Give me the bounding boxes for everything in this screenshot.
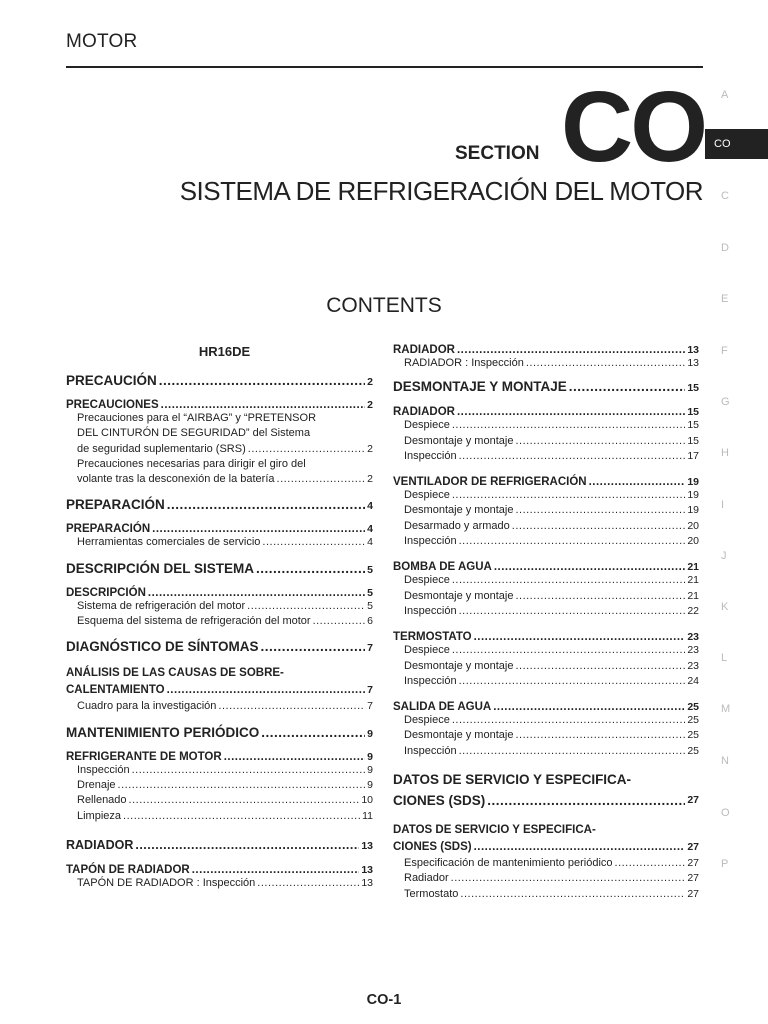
toc-entry[interactable]: DESCRIPCIÓN ..... 5 — [66, 587, 373, 599]
toc-entry[interactable]: Especificación de mantenimiento periódico ..... 27 — [393, 856, 699, 871]
toc-entry[interactable]: RADIADOR ..... 13 — [393, 344, 699, 356]
toc-entry[interactable]: Inspección ..... 22 — [393, 604, 699, 619]
toc-entry[interactable]: Despiece ..... 25 — [393, 713, 699, 728]
toc-entry[interactable]: Desmontaje y montaje ..... 19 — [393, 503, 699, 518]
toc-entry[interactable]: Sistema de refrigeración del motor ..... 5 — [66, 599, 373, 614]
toc-entry[interactable]: Despiece ..... 21 — [393, 573, 699, 588]
toc-entry[interactable]: Desmontaje y montaje ..... 21 — [393, 589, 699, 604]
toc-entry[interactable]: Despiece ..... 15 — [393, 418, 699, 433]
toc-entry[interactable]: Inspección ..... 24 — [393, 674, 699, 689]
toc-entry[interactable]: DATOS DE SERVICIO Y ESPECIFICA- CIONES (SDS) ..... 27 — [393, 769, 699, 811]
section-code: CO — [561, 71, 705, 183]
tab-h[interactable]: H — [721, 447, 729, 459]
tab-n[interactable]: N — [721, 755, 729, 767]
toc-entry[interactable]: Inspección ..... 20 — [393, 534, 699, 549]
toc-entry[interactable]: Cuadro para la investigación ..... 7 — [66, 699, 373, 714]
toc-entry[interactable]: Despiece ..... 23 — [393, 643, 699, 658]
toc-entry[interactable]: Precauciones para el “AIRBAG” y “PRETENSOR DEL CINTURÓN DE SEGURIDAD” del Sistema de seguridad suplementario (SRS) ..... 2 — [66, 411, 373, 457]
toc-left-column — [66, 344, 373, 891]
toc-entry[interactable]: TAPÓN DE RADIADOR : Inspección ..... 13 — [66, 876, 373, 891]
toc-right-column — [393, 344, 699, 902]
toc-entry[interactable]: Rellenado ..... 10 — [66, 793, 373, 808]
tab-d[interactable]: D — [721, 242, 729, 254]
toc-entry[interactable]: Desarmado y armado ..... 20 — [393, 519, 699, 534]
toc-entry[interactable]: DESCRIPCIÓN DEL SISTEMA ..... 5 — [66, 561, 373, 576]
toc-entry[interactable]: Inspección ..... 9 — [66, 763, 373, 778]
toc-entry[interactable]: PREPARACIÓN ..... 4 — [66, 497, 373, 512]
toc-entry[interactable]: RADIADOR : Inspección ..... 13 — [393, 356, 699, 371]
tab-g[interactable]: G — [721, 396, 730, 408]
toc-entry[interactable]: Despiece ..... 19 — [393, 488, 699, 503]
toc-entry[interactable]: Desmontaje y montaje ..... 25 — [393, 728, 699, 743]
tab-c[interactable]: C — [721, 190, 729, 202]
tab-m[interactable]: M — [721, 703, 731, 715]
tab-k[interactable]: K — [721, 601, 729, 613]
header-rule — [66, 66, 703, 68]
toc-entry[interactable]: Desmontaje y montaje ..... 23 — [393, 659, 699, 674]
tab-a[interactable]: A — [721, 89, 729, 101]
toc-entry[interactable]: Radiador ..... 27 — [393, 871, 699, 886]
engine-code: HR16DE — [198, 344, 251, 359]
section-label: SECTION — [455, 143, 540, 164]
toc-entry[interactable]: PRECAUCIÓN ..... 2 — [66, 373, 373, 388]
toc-entry[interactable]: SALIDA DE AGUA ..... 25 — [393, 701, 699, 713]
toc-entry[interactable]: Precauciones necesarias para dirigir el giro del volante tras la desconexión de la batería ..... 2 — [66, 457, 373, 488]
toc-entry[interactable]: Desmontaje y montaje ..... 15 — [393, 434, 699, 449]
toc-entry[interactable]: Inspección ..... 17 — [393, 449, 699, 464]
toc-entry[interactable]: Esquema del sistema de refrigeración del motor ..... 6 — [66, 614, 373, 629]
toc-entry[interactable]: PREPARACIÓN ..... 4 — [66, 523, 373, 535]
toc-entry[interactable]: Drenaje ..... 9 — [66, 778, 373, 793]
tab-j[interactable]: J — [721, 550, 727, 562]
toc-entry[interactable]: PRECAUCIONES ..... 2 — [66, 399, 373, 411]
section-subtitle: SISTEMA DE REFRIGERACIÓN DEL MOTOR — [179, 176, 703, 206]
toc-entry[interactable]: DATOS DE SERVICIO Y ESPECIFICA- CIONES (SDS) ..... 27 — [393, 822, 699, 856]
tab-p[interactable]: P — [721, 858, 729, 870]
toc-entry[interactable]: RADIADOR ..... 15 — [393, 406, 699, 418]
toc-entry[interactable]: Inspección ..... 25 — [393, 744, 699, 759]
toc-entry[interactable]: DIAGNÓSTICO DE SÍNTOMAS ..... 7 — [66, 639, 373, 654]
tab-co[interactable]: CO — [705, 129, 768, 159]
toc-entry[interactable]: MANTENIMIENTO PERIÓDICO ..... 9 — [66, 725, 373, 740]
tab-i[interactable]: I — [721, 499, 725, 511]
page-number: CO-1 — [366, 992, 402, 1008]
tab-f[interactable]: F — [721, 345, 728, 357]
toc-entry[interactable]: TERMOSTATO ..... 23 — [393, 631, 699, 643]
toc-entry[interactable]: Herramientas comerciales de servicio ..... 4 — [66, 535, 373, 550]
contents-title: CONTENTS — [326, 294, 442, 317]
toc-entry[interactable]: REFRIGERANTE DE MOTOR ..... 9 — [66, 751, 373, 763]
tab-l[interactable]: L — [721, 652, 728, 664]
toc-entry[interactable]: TAPÓN DE RADIADOR ..... 13 — [66, 864, 373, 876]
toc-entry[interactable]: Termostato ..... 27 — [393, 887, 699, 902]
header-title: MOTOR — [66, 31, 138, 52]
toc-entry[interactable]: RADIADOR ..... 13 — [66, 838, 373, 852]
toc-entry[interactable]: ANÁLISIS DE LAS CAUSAS DE SOBRE- CALENTAMIENTO ..... 7 — [66, 665, 373, 699]
toc-entry[interactable]: DESMONTAJE Y MONTAJE ..... 15 — [393, 379, 699, 394]
toc-entry[interactable]: BOMBA DE AGUA ..... 21 — [393, 561, 699, 573]
tab-o[interactable]: O — [721, 807, 730, 819]
tab-e[interactable]: E — [721, 293, 729, 305]
toc-entry[interactable]: Limpieza ..... 11 — [66, 809, 373, 824]
toc-entry[interactable]: VENTILADOR DE REFRIGERACIÓN ..... 19 — [393, 476, 699, 488]
